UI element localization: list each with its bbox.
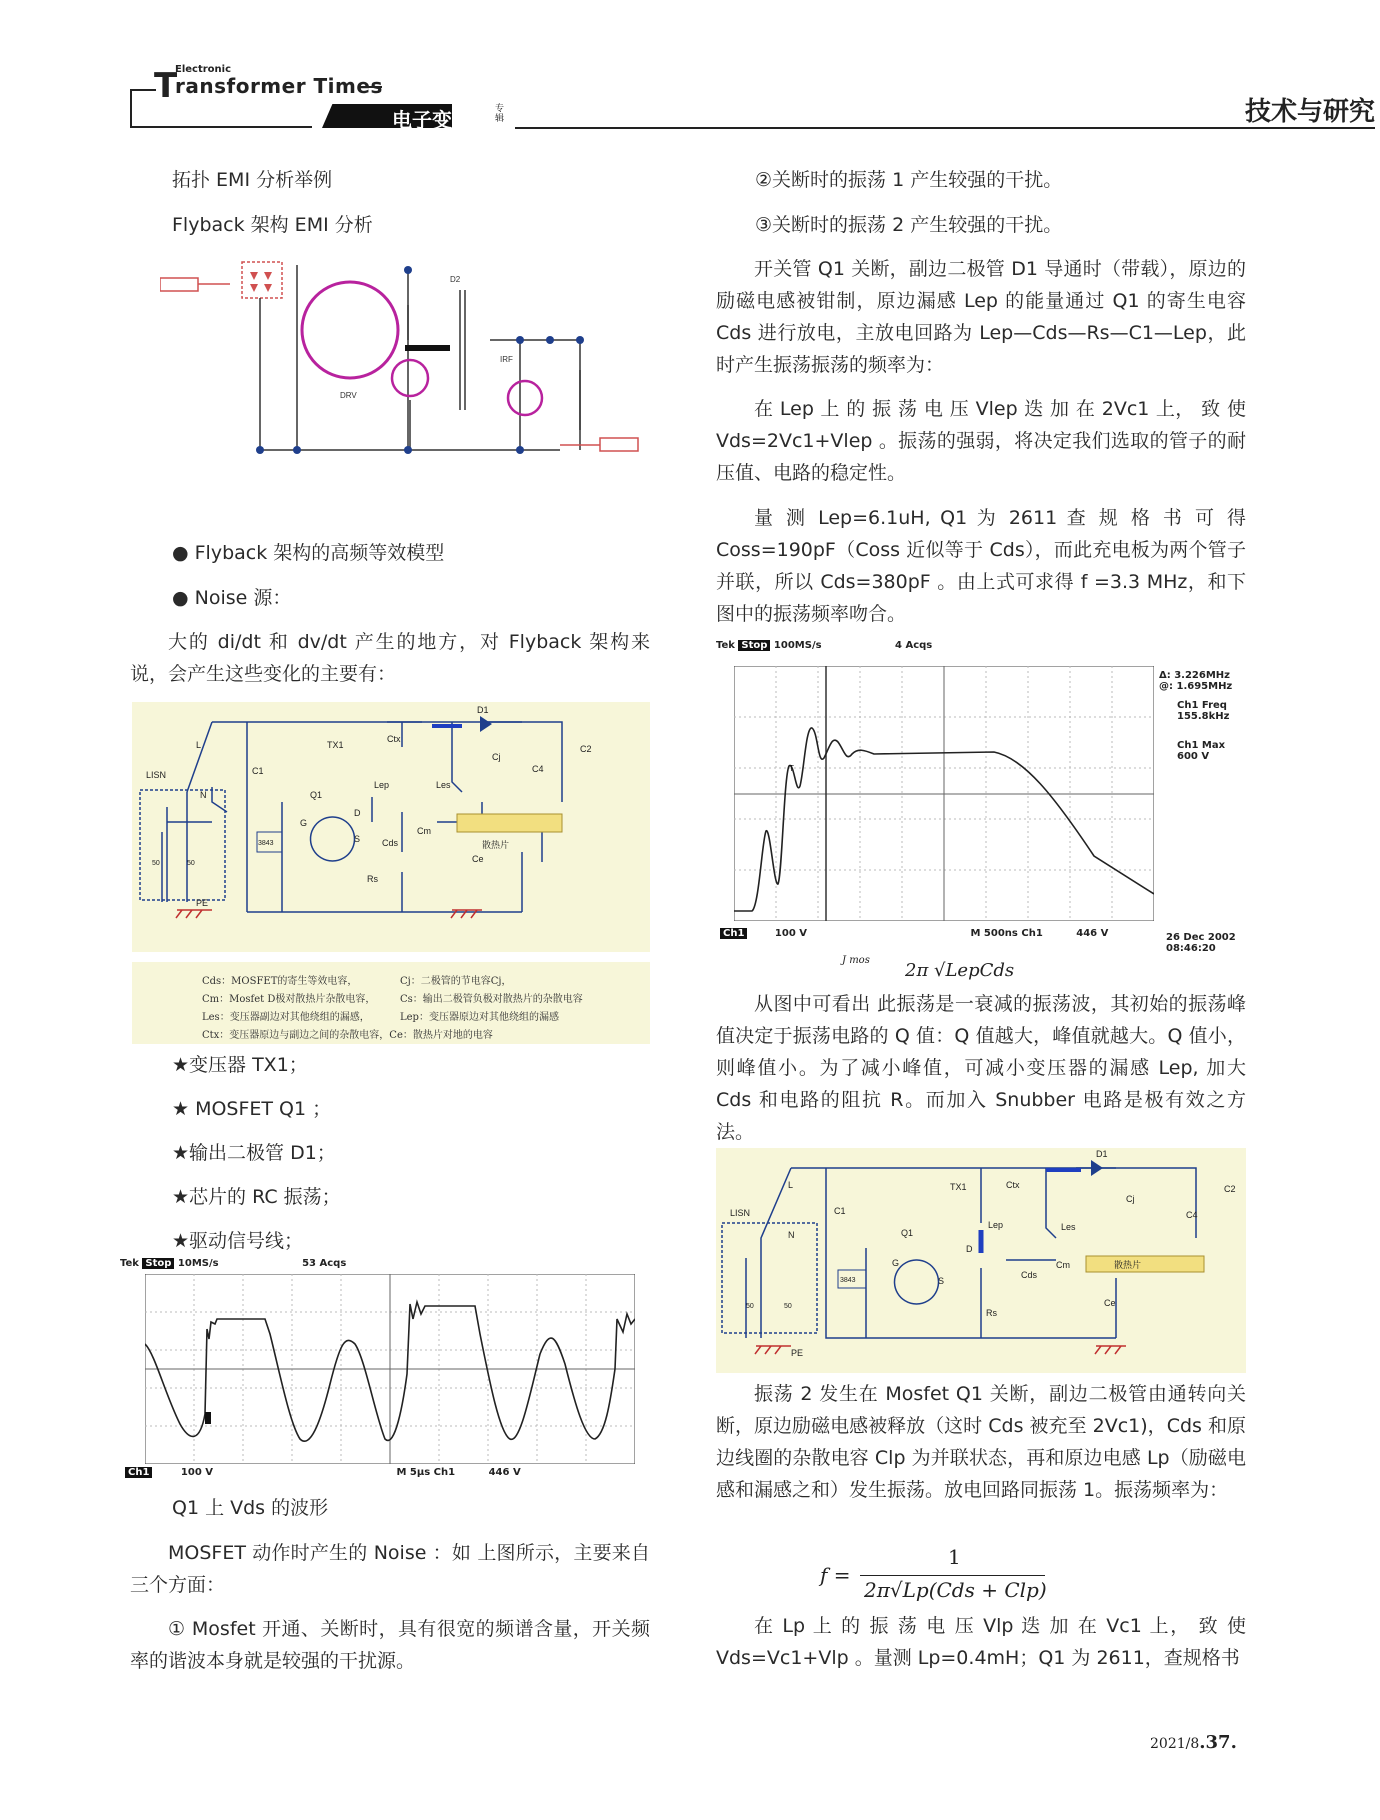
legend-r2c2: Cs：输出二极管负极对散热片的杂散电容: [400, 994, 583, 1005]
left-bullet-1: ● Flyback 架构的高频等效模型: [172, 542, 445, 564]
ringing-scope: [716, 640, 1256, 955]
fig2-label-r50b: 50: [784, 1303, 792, 1310]
scope1-timestamp: [1166, 932, 1236, 954]
fig2-label-les: Les: [1061, 1222, 1076, 1232]
scope2-brand: Tek: [120, 1258, 139, 1269]
label-l: L: [196, 740, 202, 750]
scope2-caption: Q1 上 Vds 的波形: [172, 1497, 329, 1519]
scope2-acqs: 53 Acqs: [302, 1258, 347, 1269]
scope1-volt: 100 V: [774, 928, 808, 939]
scope1-rate: 100MS/s: [773, 640, 822, 651]
brand-small: Electronic: [175, 64, 232, 75]
component-legend: [132, 962, 650, 1044]
scope1-screen: [734, 666, 1154, 921]
label-ctx: Ctx: [387, 734, 401, 744]
scope1-state: Stop: [738, 640, 770, 651]
right-para-4: 从图中可看出 此振荡是一衰减的振荡波，其初始的振荡峰值决定于振荡电路的 Q 值：Q 值越大，峰值就越大。Q 值小，则峰值小。为了减小峰值，可减小变压器的漏感 Lep, 加大 Cds 和电路的阻抗 R。而加入 Snubber 电路是极有效之方法。: [716, 993, 1246, 1143]
fig2-label-ic: 3843: [840, 1277, 856, 1284]
label-d1: D1: [477, 705, 489, 715]
label-rs: Rs: [367, 874, 378, 884]
scope2-footer: [120, 1467, 660, 1478]
vds-scope: [120, 1258, 660, 1488]
right-item-3: ③关断时的振荡 2 产生较强的干扰。: [755, 214, 1063, 236]
formula-2-lhs: f =: [820, 1563, 851, 1587]
label-q1: Q1: [310, 790, 323, 800]
scope1-time: M 500ns Ch1: [970, 928, 1043, 939]
brand-line-top: [130, 89, 156, 91]
fig2-label-c2: C2: [1224, 1184, 1236, 1194]
brand-line-bottom: [130, 126, 312, 128]
svg-text:T: T: [789, 764, 794, 773]
scope1-acqs: 4 Acqs: [895, 640, 933, 651]
label-r50a: 50: [152, 860, 160, 867]
right-para-1: 开关管 Q1 关断，副边二极管 D1 导通时（带载），原边的励磁电感被钳制，原边漏感 Lep 的能量通过 Q1 的寄生电容 Cds 进行放电，主放电回路为 Lep—Cds—Rs—C1—Lep，此时产生振荡振荡的频率为：: [716, 258, 1246, 376]
label-cm: Cm: [417, 826, 431, 836]
label-cds: Cds: [382, 838, 399, 848]
scope1-max-val: 600 V: [1177, 751, 1210, 762]
label-s: S: [354, 834, 361, 844]
scope1-brand: Tek: [716, 640, 735, 651]
label-d: D: [354, 808, 361, 818]
page-footer: [1150, 1732, 1237, 1753]
scope2-rate: 10MS/s: [177, 1258, 219, 1269]
fig2-label-lisn: LISN: [730, 1208, 751, 1218]
label-tx1: TX1: [327, 740, 344, 750]
scope2-header: [120, 1258, 346, 1269]
scope1-delta: Δ: 3.226MHz: [1159, 670, 1230, 681]
hf-model-figure-2: [716, 1148, 1246, 1373]
label-lisn: LISN: [146, 770, 167, 780]
formula-2-den: 2π√Lp(Cds + Clp): [864, 1578, 1047, 1602]
hf-model-figure: [132, 702, 650, 952]
label-pe: PE: [196, 898, 209, 908]
footer-date: 2021/8: [1150, 1736, 1200, 1752]
fig2-label-cm: Cm: [1056, 1260, 1070, 1270]
label-les: Les: [436, 780, 451, 790]
brand-line-after: [364, 86, 382, 88]
star-item-1: ★变压器 TX1；: [172, 1054, 308, 1076]
left-para-1: 大的 di/dt 和 dv/dt 产生的地方，对 Flyback 架构来说，会产生这些变化的主要有：: [130, 631, 650, 685]
scope1-max-label: Ch1 Max: [1177, 740, 1226, 751]
left-para-3: ① Mosfet 开通、关断时，具有很宽的频谱含量，开关频率的谐波本身就是较强的干扰源。: [130, 1618, 650, 1672]
star-item-2: ★ MOSFET Q1 ；: [172, 1098, 332, 1120]
legend-r2c1: Cm：Mosfet D极对散热片杂散电容，: [202, 994, 376, 1005]
scope2-ch: Ch1: [125, 1467, 152, 1478]
formula-1: 2π √LepCds: [905, 960, 1015, 981]
label-c4: C4: [532, 764, 544, 774]
scope1-freq-val: 155.8kHz: [1177, 711, 1230, 722]
left-heading-2: Flyback 架构 EMI 分析: [172, 214, 373, 236]
fig2-label-tx1: TX1: [950, 1182, 967, 1192]
scope2-screen: [145, 1274, 635, 1464]
label-g: G: [300, 818, 308, 828]
star-item-3: ★输出二极管 D1；: [172, 1142, 336, 1164]
left-bullet-2: ● Noise 源：: [172, 587, 292, 609]
fig2-label-d1: D1: [1096, 1149, 1108, 1159]
scope2-state: Stop: [142, 1258, 174, 1269]
star-item-5: ★驱动信号线；: [172, 1230, 304, 1252]
label-r50b: 50: [187, 860, 195, 867]
label-sink: 散热片: [482, 840, 510, 850]
brand-T: T: [154, 66, 178, 106]
scope1-trig: 446 V: [1076, 928, 1109, 939]
fig2-label-cds: Cds: [1021, 1270, 1038, 1280]
label-c2: C2: [580, 744, 592, 754]
legend-r1c2: Cj：二极管的节电容Cj，: [400, 976, 512, 987]
right-para-2: 在 Lep 上 的 振 荡 电 压 Vlep 迭 加 在 2Vc1 上， 致 使 Vds=2Vc1+Vlep 。振荡的强弱，将决定我们选取的管子的耐压值、电路的稳定性。: [716, 398, 1246, 484]
fig2-label-n: N: [788, 1230, 795, 1240]
scope1-freq-label: Ch1 Freq: [1177, 700, 1227, 711]
svg-text:IRF: IRF: [500, 355, 513, 364]
label-c1: C1: [252, 766, 264, 776]
left-heading-1: 拓扑 EMI 分析举例: [172, 169, 333, 191]
fig2-label-q1: Q1: [901, 1228, 914, 1238]
legend-r1c1: Cds：MOSFET的寄生等效电容，: [202, 976, 358, 987]
svg-text:D2: D2: [450, 275, 461, 284]
brand-cn-sup: 专辑: [495, 104, 505, 124]
fig2-label-c4: C4: [1186, 1210, 1198, 1220]
scope1-date: 26 Dec 2002: [1166, 932, 1236, 943]
fig2-label-r50a: 50: [746, 1303, 754, 1310]
flyback-schematic: [160, 250, 650, 465]
right-para-3: 量 测 Lep=6.1uH, Q1 为 2611 查 规 格 书 可 得 Coss=190pF（Coss 近似等于 Cds），而此充电板为两个管子并联，所以 Cds=380pF 。由上式可求得 f =3.3 MHz，和下图中的振荡频率吻合。: [716, 507, 1246, 625]
fig2-label-d: D: [966, 1244, 973, 1254]
masthead: [130, 62, 1375, 132]
scope1-ch: Ch1: [720, 928, 747, 939]
fig2-label-s: S: [938, 1276, 945, 1286]
formula-2-num: 1: [948, 1545, 961, 1569]
left-para-2: MOSFET 动作时产生的 Noise ：如 上图所示，主要来自三个方面：: [130, 1542, 650, 1596]
label-cj: Cj: [492, 752, 501, 762]
brand-line-left: [130, 89, 132, 127]
section-title: 技术与研究: [1244, 97, 1375, 127]
fig2-label-c1: C1: [834, 1206, 846, 1216]
right-item-2: ②关断时的振荡 1 产生较强的干扰。: [755, 169, 1063, 191]
right-para-5: 振荡 2 发生在 Mosfet Q1 关断，副边二极管由通转向关断，原边励磁电感被释放（这时 Cds 被充至 2Vc1)，Cds 和原边线圈的杂散电容 Clp 为并联状态，再和原边电感 Lp（励磁电感和漏感之和）发生振荡。放电回路同振荡 1。振荡频率为：: [716, 1383, 1246, 1501]
fig2-label-lep: Lep: [988, 1220, 1004, 1230]
label-lep: Lep: [374, 780, 390, 790]
formula-1-note: J mos: [842, 955, 870, 966]
scope2-time: M 5μs Ch1: [396, 1467, 456, 1478]
legend-r3c2: Lep：变压器原边对其他绕组的漏感: [400, 1012, 559, 1023]
svg-text:DRV: DRV: [340, 391, 357, 400]
fig2-label-pe: PE: [791, 1348, 804, 1358]
scope2-volt: 100 V: [180, 1467, 214, 1478]
scope1-clock: 08:46:20: [1166, 943, 1216, 954]
fig2-label-l: L: [788, 1180, 794, 1190]
scope1-header: [716, 640, 932, 651]
brand-title: ransformer Times: [175, 74, 383, 98]
right-para-6: 在 Lp 上 的 振 荡 电 压 Vlp 迭 加 在 Vc1 上， 致 使 Vds=Vc1+Vlp 。量测 Lp=0.4mH；Q1 为 2611，查规格书: [716, 1615, 1246, 1669]
scope1-side: [1159, 670, 1232, 762]
formula-2-bar: [860, 1575, 1045, 1576]
fig2-label-cj: Cj: [1126, 1194, 1135, 1204]
fig2-label-sink: 散热片: [1114, 1260, 1142, 1270]
legend-r4: Ctx：变压器原边与副边之间的杂散电容，Ce：散热片对地的电容: [202, 1030, 493, 1041]
fig2-label-g: G: [892, 1258, 900, 1268]
label-ce: Ce: [472, 854, 484, 864]
footer-page: .37.: [1199, 1732, 1237, 1753]
label-ic: 3843: [258, 840, 274, 847]
scope2-trig: 446 V: [488, 1467, 521, 1478]
fig2-label-rs: Rs: [986, 1308, 997, 1318]
brand-cn: 电子变压器: [392, 108, 492, 132]
scope1-at: @: 1.695MHz: [1159, 681, 1233, 692]
label-n: N: [200, 790, 207, 800]
fig2-label-ce: Ce: [1104, 1298, 1116, 1308]
legend-r3c1: Les：变压器副边对其他绕组的漏感，: [202, 1012, 370, 1023]
fig2-label-ctx: Ctx: [1006, 1180, 1020, 1190]
star-item-4: ★芯片的 RC 振荡；: [172, 1186, 341, 1208]
